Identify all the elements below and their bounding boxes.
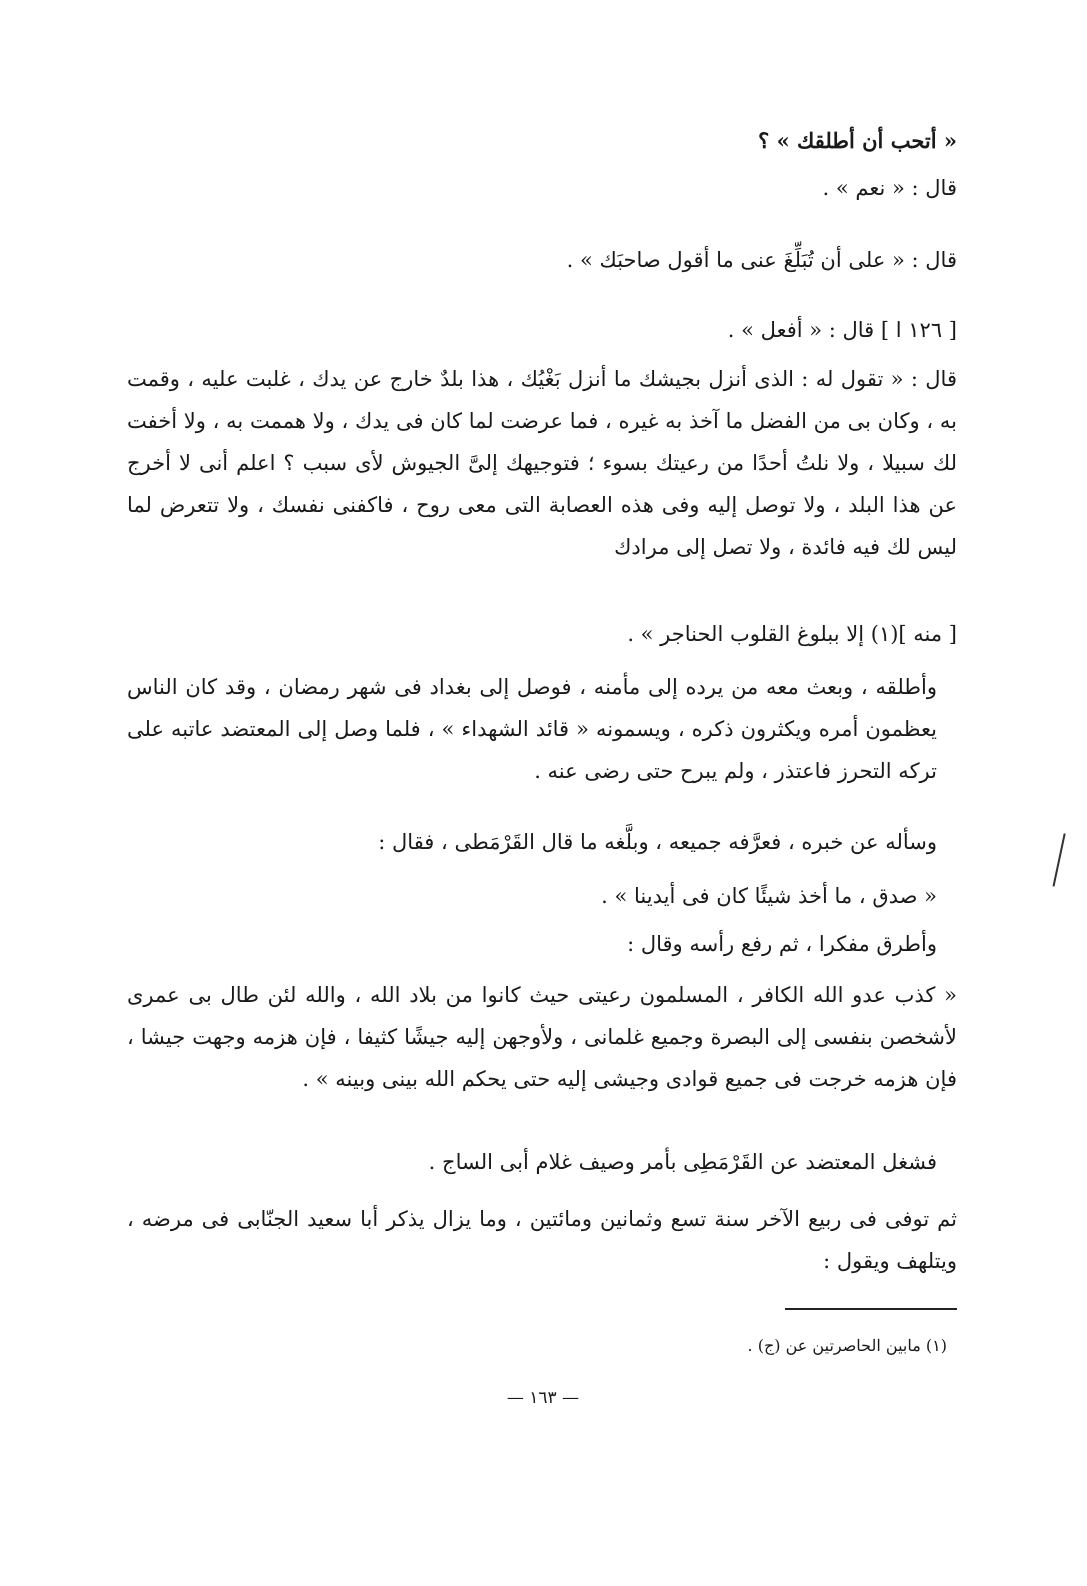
line-condition: قال : « على أن تُبَلِّغَ عنى ما أقول صاحبَك » .	[566, 248, 957, 272]
paragraph-pondered: وأطرق مفكرا ، ثم رفع رأسه وقال :	[627, 932, 937, 956]
margin-mark	[1053, 833, 1076, 888]
paragraph-occupied: فشغل المعتضد عن القَرْمَطِى بأمر وصيف غلام أبى الساج .	[428, 1150, 937, 1174]
paragraph-message: قال : « تقول له : الذى أنزل بجيشك ما أنزل بَغْيُك ، هذا بلدٌ خارج عن يدك ، غلبت عليه ، وقمت به ، وكان بى من الفضل ما آخذ به غيره ، فما عرضت لما كان فى يدك ، ولا هممت به ، ولا أخفت لك سبيلا ، ولا نلتُ أحدًا من رعيتك بسوء ؛ فتوجيهك إلىَّ الجيوش لأى سبب ؟ اعلم أنى لا أخرج عن هذا البلد ، ولا توصل إليه وفى هذه العصابة التى معى روح ، فاكفنى نفسك ، ولا تتعرض لما ليس لك فيه فائدة ، ولا تصل إلى مرادك	[127, 367, 957, 559]
paragraph-release: وأطلقه ، وبعث معه من يرده إلى مأمنه ، فوصل إلى بغداد فى شهر رمضان ، وقد كان الناس يعظمون أمره ويكثرون ذكره ، ويسمونه « قائد الشهداء » ، فلما وصل إلى المعتضد عاتبه على تركه التحرز فاعتذر ، ولم يبرح حتى رضى عنه .	[127, 675, 937, 783]
line-answer-yes: قال : « نعم » .	[822, 176, 957, 200]
paragraph-asked: وسأله عن خبره ، فعرَّفه جميعه ، وبلَّغه ما قال القَرْمَطى ، فقال :	[378, 830, 937, 854]
page-number: — ١٦٣ —	[506, 1388, 580, 1408]
paragraph-oath: « كذب عدو الله الكافر ، المسلمون رعيتى حيث كانوا من بلاد الله ، والله لئن طال بى عمرى لأشخصن بنفسى إلى البصرة وجميع غلمانى ، ولأوجهن إليه جيشًا كثيفا ، فإن هزمه وجهت جيشا ، فإن هزمه خرجت فى جميع قوادى وجيشى إليه حتى يحكم الله بينى وبينه » .	[127, 983, 957, 1091]
paragraph-true: « صدق ، ما أخذ شيئًا كان فى أيدينا » .	[601, 884, 937, 908]
line-question: « أتحب أن أطلقك » ؟	[758, 128, 957, 153]
footnote-divider	[785, 1308, 957, 1310]
paragraph-death: ثم توفى فى ربيع الآخر سنة تسع وثمانين ومائتين ، وما يزال يذكر أبا سعيد الجنّابى فى مرضه ، ويتلهف ويقول :	[127, 1207, 957, 1273]
line-agree: [ ١٢٦ ا ] قال : « أفعل » .	[727, 318, 957, 342]
footnote: (١) مابين الحاصرتين عن (ج) .	[747, 1336, 947, 1355]
paragraph-message-end: [ منه ](١) إلا ببلوغ القلوب الحناجر » .	[627, 622, 957, 646]
